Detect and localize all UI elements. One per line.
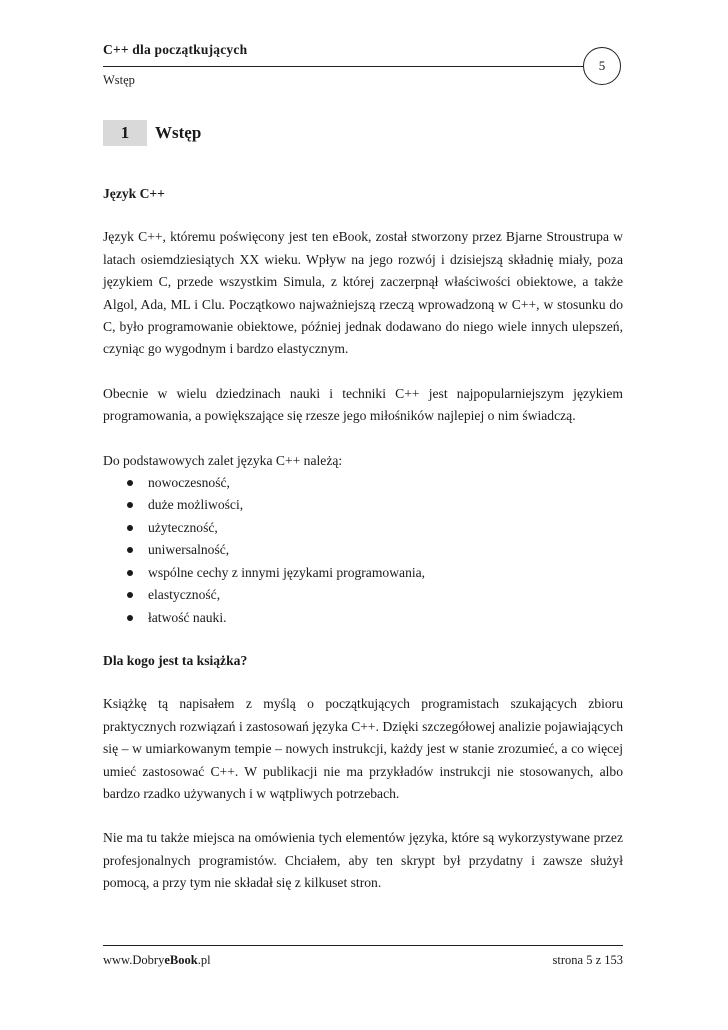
list-item — [103, 607, 623, 629]
header-rule — [103, 66, 583, 67]
paragraph: Nie ma tu także miejsca na omówienia tych elementów języka, które są wykorzystywane przez profesjonalnych programistów. Chciałem, aby ten skrypt był przydatny i zawsze służył pomocą, a przy tym nie składał się z kilkuset stron. — [103, 830, 623, 891]
footer-site-brand: eBook — [164, 953, 198, 967]
footer-site-suffix: .pl — [197, 953, 211, 967]
chapter-title: Wstęp — [155, 123, 202, 142]
main-content — [103, 183, 623, 917]
bullet-icon — [127, 480, 133, 486]
footer-site-prefix: www.Dobry — [103, 953, 165, 967]
footer-page-info: strona 5 z 153 — [552, 953, 623, 967]
advantages-list — [103, 472, 623, 629]
list-item-text: łatwość nauki. — [148, 609, 227, 625]
list-item-text: duże możliwości, — [148, 497, 244, 513]
list-item — [103, 494, 623, 516]
list-intro: Do podstawowych zalet języka C++ należą: — [103, 452, 343, 468]
paragraph: Książkę tą napisałem z myślą o początkujących programistach szukających zbioru praktycznych rozwiązań i zastosowań języka C++. Dzięki szczegółowej analizie pojawiających się – w umiarkowanym tempie – nowych instrukcji, każdy jest w stanie zrozumieć, a co więcej umieć zastosować C++. W publikacji nie ma przykładów instrukcji nie stosowanych, albo bardzo rzadko używanych i w wątpliwych potrzebach. — [103, 696, 623, 801]
header-chapter-name: Wstęp — [103, 73, 135, 87]
bullet-icon — [127, 547, 133, 553]
header-book-title: C++ dla początkujących — [103, 42, 248, 57]
list-item-text: użyteczność, — [148, 519, 218, 535]
page-number-badge: 5 — [583, 47, 621, 85]
chapter-number: 1 — [103, 120, 147, 146]
list-item — [103, 472, 623, 494]
list-item-text: uniwersalność, — [148, 542, 230, 558]
list-item — [103, 584, 623, 606]
list-item-text: wspólne cechy z innymi językami programowania, — [148, 564, 426, 580]
bullet-icon — [127, 502, 133, 508]
list-item-text: elastyczność, — [148, 587, 221, 603]
footer-site-link[interactable] — [103, 953, 211, 968]
paragraph: Obecnie w wielu dziedzinach nauki i techniki C++ jest najpopularniejszym językiem programowania, a powiększające się rzesze jego miłośników najlepiej o nim świadczą. — [103, 385, 623, 424]
bullet-icon — [127, 615, 133, 621]
bullet-icon — [127, 592, 133, 598]
footer-rule — [103, 945, 623, 946]
list-item — [103, 517, 623, 539]
list-item — [103, 539, 623, 561]
section-heading-cpp: Język C++ — [103, 186, 165, 201]
list-item — [103, 562, 623, 584]
section-heading-audience: Dla kogo jest ta książka? — [103, 652, 248, 668]
bullet-icon — [127, 570, 133, 576]
list-item-text: nowoczesność, — [148, 475, 230, 491]
bullet-icon — [127, 525, 133, 531]
paragraph: Język C++, któremu poświęcony jest ten eBook, został stworzony przez Bjarne Stroustrupa w latach osiemdziesiątych XX wieku. Wpływ na jego rozwój i dzisiejszą składnię miały, poza językiem C, przede wszystkim Simula, z której zaczerpnął właściwości obiektowe, a także Algol, Ada, ML i Clu. Początkowo najważniejszą rzeczą wprowadzoną w C++, w stosunku do C, było programowanie obiektowe, później jednak dodawano do niego wiele innych ulepszeń, czyniąc go wygodnym i bardzo elastycznym. — [103, 229, 623, 357]
